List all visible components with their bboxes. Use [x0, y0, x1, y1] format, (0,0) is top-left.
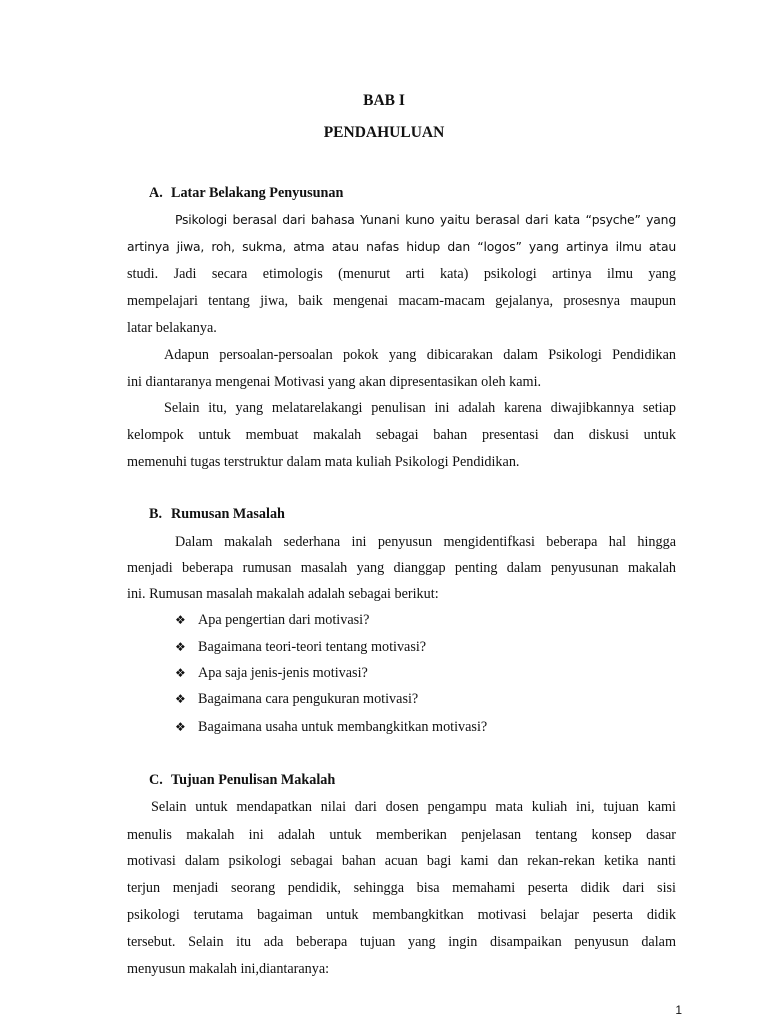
section-c-heading	[149, 772, 335, 789]
section-c-title: Tujuan Penulisan Makalah	[171, 772, 336, 788]
paragraph-line: ini. Rumusan masalah makalah adalah sebagai berikut:	[127, 586, 439, 602]
paragraph-line: tersebut. Selain itu ada beberapa tujuan yang ingin disampaikan penyusun dalam	[127, 934, 676, 950]
section-a-letter: A.	[149, 185, 163, 201]
list-item	[175, 638, 426, 656]
section-a-title: Latar Belakang Penyusunan	[171, 185, 344, 201]
bullet-diamond-icon: ❖	[175, 666, 186, 680]
paragraph-line: memenuhi tugas terstruktur dalam mata kuliah Psikologi Pendidikan.	[127, 454, 520, 470]
paragraph-line: Selain untuk mendapatkan nilai dari dosen pengampu mata kuliah ini, tujuan kami	[151, 799, 676, 815]
paragraph-line: mempelajari tentang jiwa, baik mengenai macam-macam gejalanya, prosesnya maupun	[127, 293, 676, 309]
paragraph-line: Psikologi berasal dari bahasa Yunani kuno yaitu berasal dari kata “psyche” yang	[175, 212, 676, 227]
list-item-text: Bagaimana cara pengukuran motivasi?	[198, 691, 419, 707]
paragraph-line: Dalam makalah sederhana ini penyusun mengidentifkasi beberapa hal hingga	[175, 534, 676, 550]
section-c-letter: C.	[149, 772, 163, 788]
paragraph-line: ini diantaranya mengenai Motivasi yang akan dipresentasikan oleh kami.	[127, 374, 542, 390]
paragraph-line: motivasi dalam psikologi sebagai bahan acuan bagi kami dan rekan-rekan ketika nanti	[127, 853, 676, 869]
section-a-heading	[149, 185, 343, 202]
list-item-text: Bagaimana teori-teori tentang motivasi?	[198, 639, 427, 655]
paragraph-line: menyusun makalah ini,diantaranya:	[127, 961, 330, 977]
list-item	[175, 664, 368, 682]
chapter-number: BAB I	[363, 92, 405, 109]
paragraph-line: latar belakanya.	[127, 320, 217, 336]
paragraph-line: artinya jiwa, roh, sukma, atma atau nafas hidup dan “logos” yang artinya ilmu atau	[127, 239, 676, 254]
list-item-text: Apa pengertian dari motivasi?	[198, 612, 370, 628]
paragraph-line: menjadi beberapa rumusan masalah yang dianggap penting dalam penyusunan makalah	[127, 560, 676, 576]
list-item-text: Apa saja jenis-jenis motivasi?	[198, 665, 368, 681]
paragraph-line: psikologi terutama bagaiman untuk membangkitkan motivasi belajar peserta didik	[127, 907, 676, 923]
page-number: 1	[675, 1003, 682, 1017]
paragraph-line: studi. Jadi secara etimologis (menurut arti kata) psikologi artinya ilmu yang	[127, 266, 676, 282]
paragraph-line: kelompok untuk membuat makalah sebagai bahan presentasi dan diskusi untuk	[127, 427, 676, 443]
bullet-diamond-icon: ❖	[175, 640, 186, 654]
list-item	[175, 611, 369, 629]
bullet-diamond-icon: ❖	[175, 613, 186, 627]
list-item	[175, 718, 487, 736]
list-item	[175, 690, 418, 708]
chapter-title: PENDAHULUAN	[323, 124, 445, 141]
bullet-diamond-icon: ❖	[175, 720, 186, 734]
paragraph-line: menulis makalah ini adalah untuk memberikan penjelasan tentang konsep dasar	[127, 827, 676, 843]
bullet-diamond-icon: ❖	[175, 692, 186, 706]
section-b-heading	[149, 506, 285, 523]
section-b-letter: B.	[149, 506, 163, 522]
paragraph-line: terjun menjadi seorang pendidik, sehingga bisa memahami peserta didik dari sisi	[127, 880, 676, 896]
list-item-text: Bagaimana usaha untuk membangkitkan motivasi?	[198, 719, 488, 735]
section-b-title: Rumusan Masalah	[171, 506, 285, 522]
paragraph-line: Adapun persoalan-persoalan pokok yang dibicarakan dalam Psikologi Pendidikan	[164, 347, 676, 363]
paragraph-line: Selain itu, yang melatarelakangi penulisan ini adalah karena diwajibkannya setiap	[164, 400, 676, 416]
